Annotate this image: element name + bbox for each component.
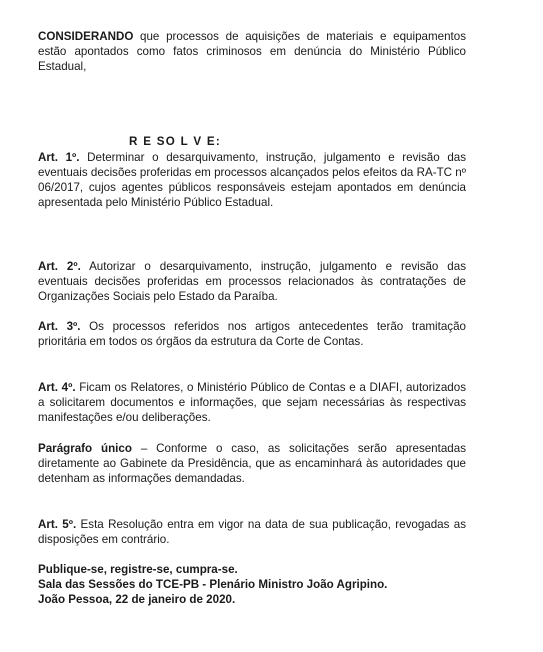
paragrafo-unico-text: – Conforme o caso, as solicitações serão apresentadas diretamente ao Gabinete da Presidência, que as encaminhará às autoridades que detenham as informações demandadas. (38, 442, 466, 485)
article-1 (38, 151, 466, 211)
article-3-label: Art. 3º. (38, 320, 81, 333)
considerando-text: que processos de aquisições de materiais e equipamentos estão apontados como fatos criminosos em denúncia do Ministério Público Estadual, (38, 30, 466, 73)
article-2-text: Autorizar o desarquivamento, instrução, julgamento e revisão das eventuais decisões proferidas em processos relacionados às contratações de Organizações Sociais pelo Estado da Paraíba. (38, 260, 466, 303)
considerando-paragraph (38, 30, 466, 75)
closing-line-1: Publique-se, registre-se, cumpra-se. (38, 563, 238, 576)
article-4-text: Ficam os Relatores, o Ministério Público de Contas e a DIAFI, autorizados a solicitarem documentos e informações, que sejam necessárias às respectivas manifestações e/ou deliberações. (38, 381, 466, 424)
article-3 (38, 320, 466, 350)
article-1-label: Art. 1º. (38, 151, 80, 164)
article-2 (38, 260, 466, 305)
article-1-text: Determinar o desarquivamento, instrução, julgamento e revisão das eventuais decisões proferidas em processos alcançados pelos efeitos da RA-TC nº 06/2017, cujos agentes públicos responsáveis estejam apontados em denúncia apresentada pelo Ministério Público Estadual. (38, 151, 467, 209)
article-5-text: Esta Resolução entra em vigor na data de sua publicação, revogadas as disposições em contrário. (38, 518, 467, 546)
article-2-label: Art. 2º. (38, 260, 81, 273)
closing-line-2: Sala das Sessões do TCE-PB - Plenário Ministro João Agripino. (38, 577, 388, 591)
considerando-lead: CONSIDERANDO (38, 30, 134, 43)
article-3-text: Os processos referidos nos artigos antecedentes terão tramitação prioritária em todos os órgãos da estrutura da Corte de Contas. (38, 320, 466, 348)
article-4-label: Art. 4º. (38, 381, 76, 394)
article-4 (38, 381, 466, 426)
paragrafo-unico-label: Parágrafo único (38, 442, 132, 455)
resolve-heading: R E SO L V E: (129, 135, 222, 148)
paragrafo-unico (38, 442, 466, 487)
article-5 (38, 518, 466, 548)
closing-line-3: João Pessoa, 22 de janeiro de 2020. (38, 592, 236, 606)
article-5-label: Art. 5º. (38, 518, 77, 531)
closing-block (38, 563, 466, 608)
